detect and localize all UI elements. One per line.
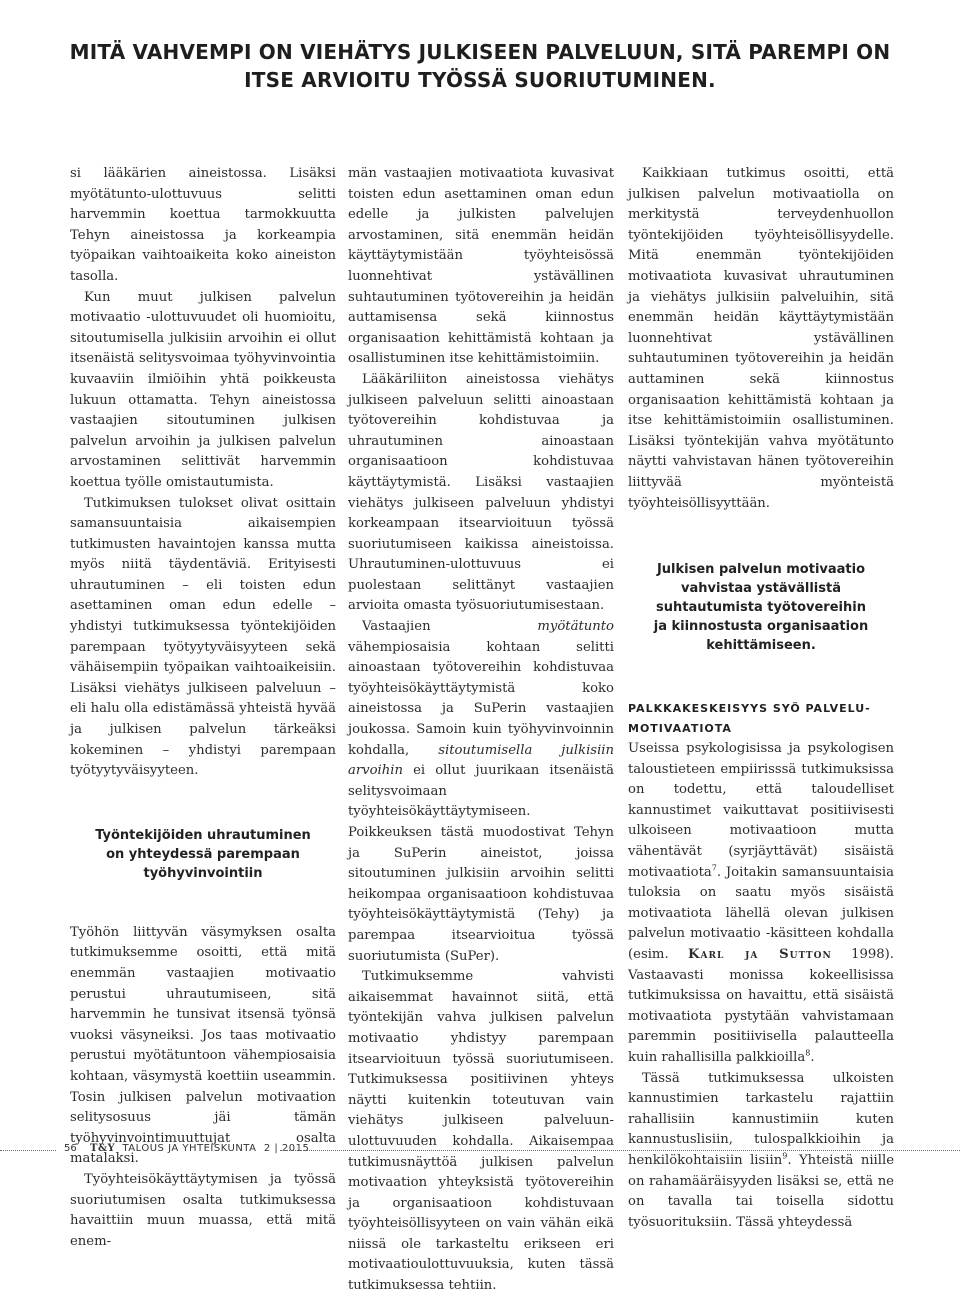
text-run: Tässä tutkimuksessa ulkoisten kannustimien tarkastelu rajattiin rahallisiin kannustimiin kuten kannustuslisiin, tulospalkkioihin ja henkilökohtaisiin lisiin — [628, 1070, 894, 1168]
pull-quote — [70, 826, 336, 883]
text-run: . Joitakin samansuuntaisia tuloksia on saatu myös sisäistä motivaatiota lähellä olevan julkisen palvelun motivaatio -käsitteen kohdalla (esim. — [628, 864, 894, 963]
paragraph: Työhön liittyvän väsymyksen osalta tutkimuksemme osoitti, että mitä enemmän vastaajien motivaatio perustui uhrautumiseen, sitä harvemmin he tunsivat itsensä työnsä vuoksi väsyneiksi. Jos taas motivaatio perustui myötätuntoon vähempiosaisia kohtaan, väsymystä koettiin useammin. Tosin julkisen palvelun motivaation selitysosuus jäi tämän työhyvinvointimuuttujat osalta matalaksi. — [70, 924, 336, 1167]
footer-rule — [280, 1150, 960, 1151]
pull-quote-line: vahvistaa ystävällistä — [681, 581, 841, 597]
paragraph: Tutkimuksemme vahvisti aikaisemmat havainnot siitä, että työntekijän vahva julkisen palvelun motivaatio yhdistyy parempaan itsearvioituun työssä suoriutumiseen. Tutkimuksessa positiivinen yhteys näytti kuitenkin toteutuvan vain viehätys julkiseen palveluun-ulottuvuuden kohdalla. Aikaisempaa tutkimusnäyttöä julkisen palvelun motivaation yhteyksistä työtovereihin ja organisaatioon kohdistuvaan työyhteisöllisyyteen on vain vähän eikä niissä ole tarkasteltu erikseen eri motivaatioulottuvuuksia, kuten tässä tutkimuksessa tehtiin. — [348, 969, 614, 1294]
footnote-marker: 8 — [805, 1048, 811, 1058]
text-run: . Yhteistä niille on rahamääräisyyden lisäksi se, että ne on tavalla tai toisella sidottu työsuorituksiin. Tässä yhteydessä — [628, 1152, 895, 1230]
pull-quote-line: Julkisen palvelun motivaatio — [656, 562, 866, 578]
paragraph — [628, 739, 894, 1069]
page-number: 56 — [64, 1143, 77, 1154]
text-run: . — [810, 1050, 815, 1065]
emphasis-text: sitoutumisella julkisiin arvoihin — [348, 742, 614, 779]
footer-rule — [0, 1150, 56, 1151]
text-column-2 — [348, 164, 614, 1297]
journal-info — [90, 1143, 309, 1154]
paragraph — [348, 617, 614, 967]
paragraph: Tutkimuksen tulokset olivat osittain samansuuntaisia aikaisempien tutkimusten havaintojen kanssa mutta myös niitä täydentäviä. Erityisesti uhrautuminen – eli toisten edun asettaminen oman edun edelle – yhdistyi tutkimuksessa työntekijöiden parempaan työtyytyväisyyteen sekä vähäisempiin työpaikan vaihtoaikeisiin. Lisäksi viehätys julkiseen palveluun – eli halu olla edistämässä yhteistä hyvää ja julkisen palvelun tärkeäksi kokeminen – yhdistyi parempaan työtyytyväisyyteen. — [70, 495, 336, 779]
emphasis-text: myötätunto — [537, 619, 614, 635]
paragraph: Kaikkiaan tutkimus osoitti, että julkisen palvelun motivaatiolla on merkitystä terveydenhuollon työntekijöiden työyhteisöllisyydelle. Mitä enemmän työntekijöiden motivaatiota kuvasivat uhrautuminen ja viehätys julkisiin palveluihin, sitä enemmän heidän käyttäytymistään luonnehtivat ystävällinen suhtautuminen työtovereihin ja heidän auttaminen sekä kiinnostus organisaation kehittämistä kohtaan ja itse kehittämistoimiin osallistuminen. Lisäksi työntekijän vahva myötätunto näytti vahvistavan hänen työtovereihin liittyvää myönteistä työyhteisöllisyyttään. — [628, 166, 894, 511]
paragraph: si lääkärien aineistossa. Lisäksi myötätunto-ulottuvuus selitti harvemmin koettua tarmokkuutta Tehyn aineistossa ja korkeampia työpaikan vaihtoaikeita koko aineiston tasolla. — [70, 166, 336, 284]
footnote-marker: 9 — [782, 1151, 788, 1161]
text-run: ei ollut juurikaan itsenäistä selitysvoimaan työyhteisökäyttäytymiseen. Poikkeuksen tästä muodostivat Tehyn ja SuPerin aineistot, joissa sitoutuminen julkisiin arvoihin selitti heikompaa organisaatioon kohdistuvaa työyhteisökäyttäytymistä (Tehy) ja parempaa itsearvioitua työssä suoriutumista (SuPer). — [348, 763, 614, 964]
pull-quote-line: on yhteydessä parempaan — [106, 846, 300, 862]
pull-quote-line: Työntekijöiden uhrautuminen — [95, 827, 311, 843]
pull-quote-line: ja kiinnostusta organisaation — [653, 619, 869, 635]
paragraph: Lääkäriliiton aineistossa viehätys julkiseen palveluun selitti ainoastaan työtovereihin kohdistuvaa ja uhrautuminen ainoastaan organisaatioon kohdistuvaa käyttäytymistä. Lisäksi vastaajien viehätys julkiseen palveluun yhdistyi korkeampaan itsearvioituun työssä suoriutumiseen kaikissa aineistoissa. Uhrautuminen-ulottuvuus ei puolestaan selittänyt vastaajien arvioita omasta työsuoriutumisestaan. — [348, 371, 614, 614]
headline-line-2: ITSE ARVIOITU TYÖSSÄ SUORIUTUMINEN. — [244, 68, 716, 92]
text-run: vähempiosaisia kohtaan selitti ainoastaan työtovereihin kohdistuvaa työyhteisökäyttäytymistä koko aineistossa ja SuPerin vastaajien joukossa. Samoin kuin työhyvinvoinnin kohdalla, — [348, 639, 614, 758]
footnote-marker: 7 — [711, 863, 717, 873]
journal-issue: 2 | 2015 — [263, 1143, 310, 1154]
pull-quote-line: suhtautumista työtovereihin — [656, 600, 866, 616]
text-column-3 — [628, 164, 894, 1233]
author-citation: Karl ja Sutton — [688, 947, 832, 963]
pull-quote-line: kehittämiseen. — [706, 638, 816, 654]
article-headline — [0, 38, 960, 94]
pull-quote — [628, 560, 894, 655]
section-subheading — [628, 699, 894, 739]
text-column-1 — [70, 164, 336, 1252]
headline-line-1: MITÄ VAHVEMPI ON VIEHÄTYS JULKISEEN PALVELUUN, SITÄ PAREMPI ON — [69, 40, 891, 64]
subheading-line: MOTIVAATIOTA — [628, 722, 732, 736]
text-run: Useissa psykologisissa ja psykologisen taloustieteen empiirisssä tutkimuksissa on todettu, että taloudelliset kannustimet vaikuttavat positiivisesti ulkoiseen motivaatioon mutta vähentävät (syrjäyttävät) sisäistä motivaatiota — [628, 741, 894, 880]
text-run: Vastaajien — [362, 619, 538, 635]
pull-quote-line: työhyvinvointiin — [143, 865, 263, 881]
paragraph: Työyhteisökäyttäytymisen ja työssä suoriutumisen osalta tutkimuksessa havaittiin muun muassa, että mitä enem- — [70, 1171, 336, 1249]
journal-abbreviation: T&Y — [90, 1143, 116, 1154]
paragraph: män vastaajien motivaatiota kuvasivat toisten edun asettaminen oman edun edelle ja julkisten palvelujen arvostaminen, sitä enemmän heidän käyttäytymistään työyhteisössä luonnehtivat ystävällinen suhtautuminen työtovereihin ja heidän auttamisensa sekä kiinnostus organisaation kehittämistä kohtaan ja osallistuminen itse kehittämistoimiin. — [348, 166, 614, 367]
subheading-line: PALKKAKESKEISYYS SYÖ PALVELU- — [628, 702, 871, 716]
page-footer — [0, 1140, 960, 1157]
text-run: 1998). Vastaavasti monissa kokeellisissa tutkimuksissa on havaittu, että sisäistä motivaatiota pystytään vahvistamaan paremmin positiivisella palautteella kuin rahallisilla palkkioilla — [628, 947, 894, 1065]
paragraph: Kun muut julkisen palvelun motivaatio -ulottuvuudet oli huomioitu, sitoutumisella julkisiin arvoihin ei ollut itsenäistä selitysvoimaa työhyvinvointia kuvaaviin ilmiöihin yhtä poikkeusta lukuun ottamatta. Tehyn aineistossa vastaajien sitoutuminen julkisen palvelun arvoihin ja julkisen palvelun arvostaminen selittivät harvemmin koettua työlle omistautumista. — [70, 289, 336, 490]
journal-name: TALOUS JA YHTEISKUNTA — [122, 1143, 257, 1154]
